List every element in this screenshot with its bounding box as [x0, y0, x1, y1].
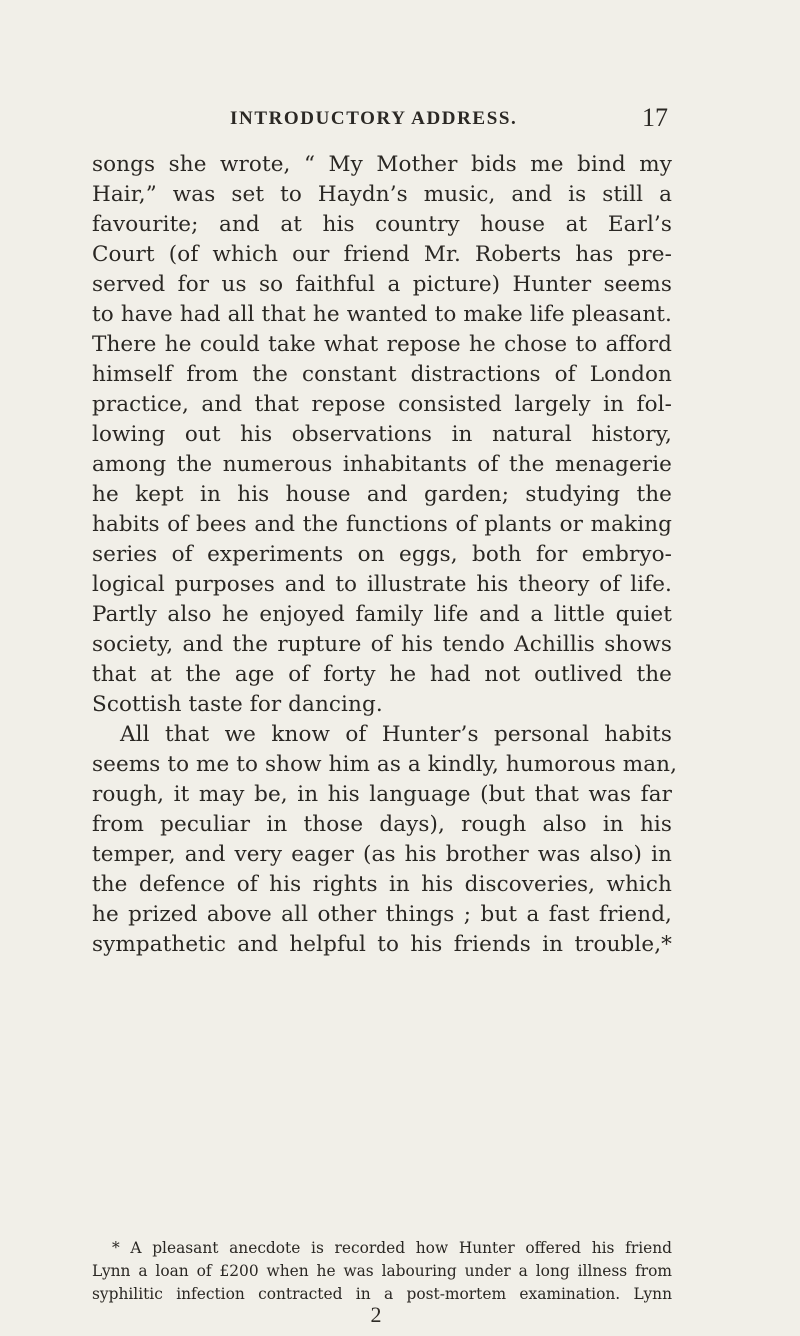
- running-title: INTRODUCTORY ADDRESS.: [230, 108, 518, 129]
- text-line: songs she wrote, “ My Mother bids me bind my: [92, 152, 672, 177]
- text-line: rough, it may be, in his language (but that was far: [92, 782, 672, 807]
- text-line: practice, and that repose consisted largely in fol-: [92, 392, 672, 417]
- text-line: among the numerous inhabitants of the menagerie: [92, 452, 672, 477]
- text-line: series of experiments on eggs, both for embryo-: [92, 542, 672, 567]
- text-line: he kept in his house and garden; studying the: [92, 482, 672, 507]
- footnote-line: syphilitic infection contracted in a post-mortem examination. Lynn: [92, 1285, 672, 1303]
- text-line: Partly also he enjoyed family life and a little quiet: [92, 602, 672, 627]
- text-line: Court (of which our friend Mr. Roberts has pre-: [92, 242, 672, 267]
- text-line: served for us so faithful a picture) Hunter seems: [92, 272, 672, 297]
- text-line: temper, and very eager (as his brother was also) in: [92, 842, 672, 867]
- text-line: All that we know of Hunter’s personal habits: [120, 722, 672, 747]
- footnote: [92, 1237, 672, 1306]
- page-number: 17: [642, 103, 668, 132]
- body-text: [92, 150, 678, 960]
- text-line: Hair,” was set to Haydn’s music, and is still a: [92, 182, 672, 207]
- text-line: logical purposes and to illustrate his theory of life.: [92, 572, 672, 597]
- text-line: he prized above all other things ; but a fast friend,: [92, 902, 672, 927]
- text-line: that at the age of forty he had not outlived the: [92, 662, 672, 687]
- text-line: from peculiar in those days), rough also in his: [92, 812, 672, 837]
- text-line: to have had all that he wanted to make life pleasant.: [92, 302, 672, 327]
- signature-mark-text: 2: [370, 1302, 382, 1327]
- text-line: himself from the constant distractions of London: [92, 362, 672, 387]
- text-line: lowing out his observations in natural history,: [92, 422, 672, 447]
- text-line: sympathetic and helpful to his friends in trouble,*: [92, 932, 672, 957]
- footnote-line: * A pleasant anecdote is recorded how Hunter offered his friend: [112, 1239, 672, 1257]
- text-line: favourite; and at his country house at Earl’s: [92, 212, 672, 237]
- running-head: [0, 103, 800, 138]
- signature-mark: [0, 1302, 800, 1328]
- text-line: There he could take what repose he chose to afford: [92, 332, 672, 357]
- text-line: society, and the rupture of his tendo Achillis shows: [92, 632, 672, 657]
- footnote-line: Lynn a loan of £200 when he was labouring under a long illness from: [92, 1262, 672, 1280]
- text-line: Scottish taste for dancing.: [92, 692, 383, 717]
- text-line: seems to me to show him as a kindly, humorous man,: [92, 752, 678, 777]
- text-line: habits of bees and the functions of plants or making: [92, 512, 672, 537]
- text-line: the defence of his rights in his discoveries, which: [92, 872, 672, 897]
